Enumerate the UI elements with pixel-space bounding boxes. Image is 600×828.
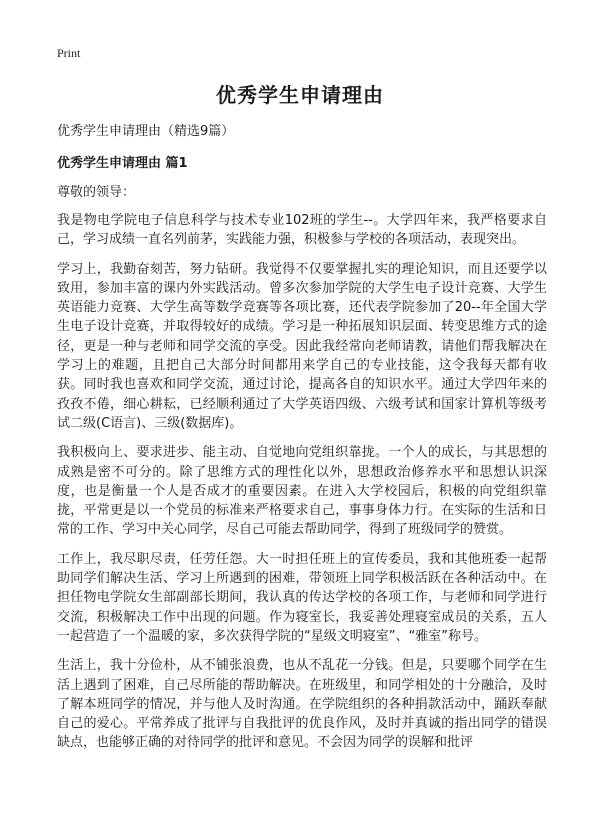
document-subtitle: 优秀学生申请理由（精选9篇） (57, 124, 235, 139)
print-link[interactable]: Print (57, 46, 81, 60)
page-title: 优秀学生申请理由 (216, 83, 384, 107)
paragraph-intro: 我是物电学院电子信息科学与技术专业102班的学生--。大学四年来，我严格要求自己，学习成绩一直名列前茅，实践能力强，积极参与学校的各项活动，表现突出。 (57, 213, 547, 248)
salutation: 尊敬的领导： (57, 185, 136, 200)
paragraph-politics: 我积极向上、要求进步、能主动、自觉地向党组织靠拢。一个人的成长，与其思想的成熟是密不可分的。除了思维方式的理性化以外，思想政治修养水平和思想认识深度，也是衡量一个人是否成才的重要因素。在进入大学校园后，积极的向党组织靠拢，平常更是以一个党员的标准来严格要求自己，事事身体力行。在实际的生活和日常的工作、学习中关心同学，尽自己可能去帮助同学，得到了班级同学的赞赏。 (57, 445, 547, 538)
letter-body (57, 211, 547, 763)
paragraph-study: 学习上，我勤奋刻苦，努力钻研。我觉得不仅要掌握扎实的理论知识，而且还要学以致用，参加丰富的课内外实践活动。曾多次参加学院的大学生电子设计竞赛、大学生英语能力竞赛、大学生高等数学竞赛等各项比赛，还代表学院参加了20--年全国大学生电子设计竞赛，并取得较好的成绩。学习是一种拓展知识层面、转变思维方式的途径，更是一种与老师和同学交流的享受。因此我经常向老师请教，请他们帮我解决在学习上的难题，且把自己大部分时间都用来学自己的专业技能，这令我每天都有收获。同时我也喜欢和同学交流，通过讨论，提高各自的知识水平。通过大学四年来的孜孜不倦，细心耕耘，已经顺利通过了大学英语四级、六级考试和国家计算机等级考试二级(C语言)、三级(数据库)。 (57, 261, 547, 431)
section-heading: 优秀学生申请理由 篇1 (57, 156, 188, 171)
paragraph-life: 生活上，我十分俭朴，从不铺张浪费，也从不乱花一分钱。但是，只要哪个同学在生活上遇到了困难，自己尽所能的帮助解决。在班级里，和同学相处的十分融洽，及时了解本班同学的情况，并与他人及时沟通。在学院组织的各种捐款活动中，踊跃奉献自己的爱心。平常养成了批评与自我批评的优良作风，及时并真诚的指出同学的错误缺点，也能够正确的对待同学的批评和意见。不会因为同学的误解和批评 (57, 658, 547, 751)
paragraph-work: 工作上，我尽职尽责，任劳任怨。大一时担任班上的宣传委员，我和其他班委一起帮助同学们解决生活、学习上所遇到的困难，带领班上同学积极活跃在各种活动中。在担任物电学院女生部副部长期间，我认真的传达学校的各项工作，与老师和同学进行交流，积极解决工作中出现的问题。作为寝室长，我妥善处理寝室成员的关系，五人一起营造了一个温暖的家，多次获得学院的“星级文明寝室”、“雅室”称号。 (57, 551, 547, 644)
